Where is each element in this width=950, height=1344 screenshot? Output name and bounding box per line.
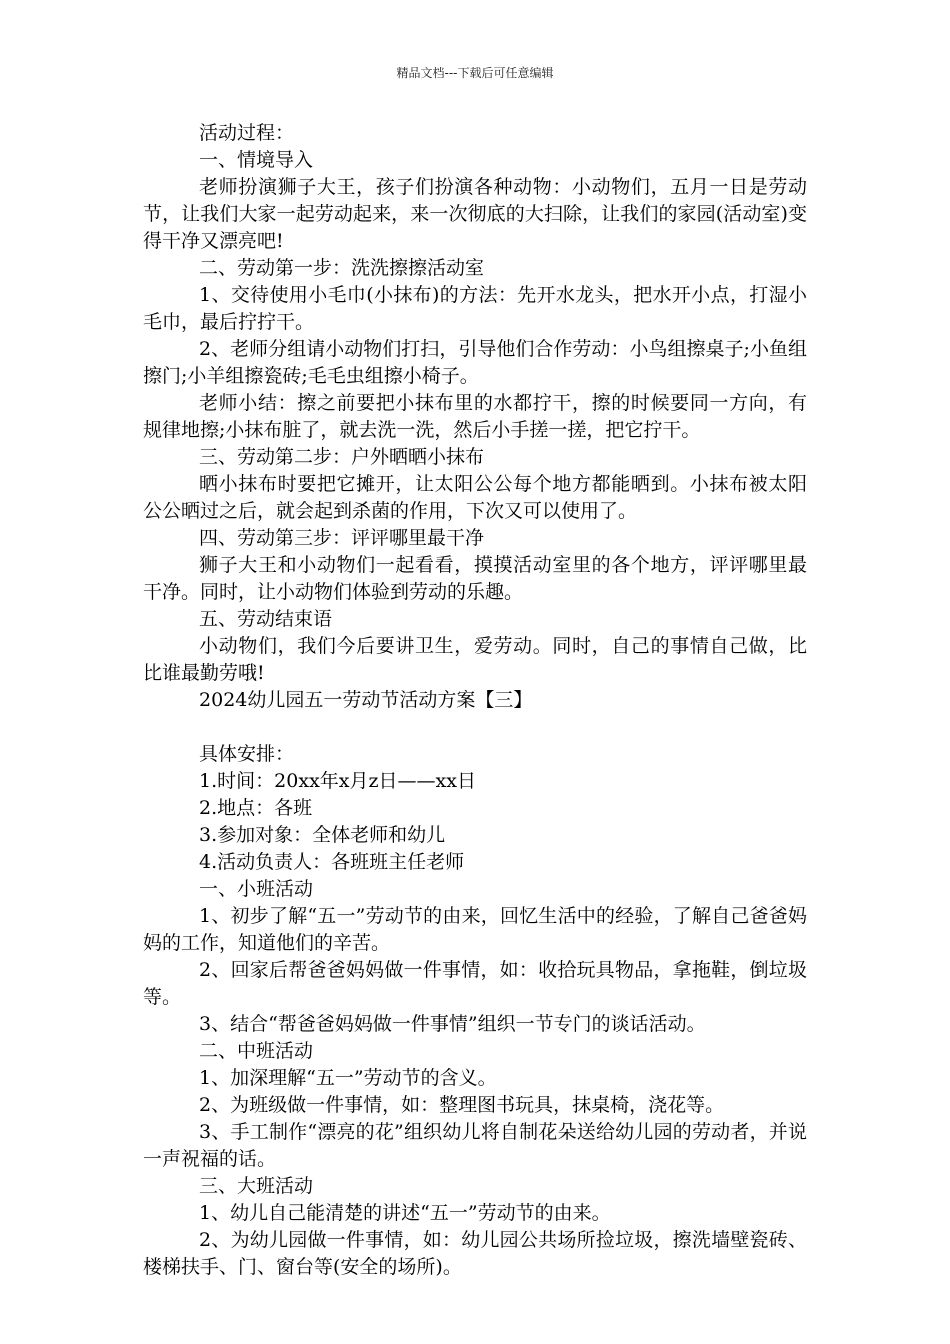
paragraph: 2、为幼儿园做一件事情，如：幼儿园公共场所捡垃圾，擦洗墙壁瓷砖、楼梯扶手、门、窗台等(安全的场所)。: [143, 1229, 807, 1278]
paragraph: 活动过程：: [199, 122, 295, 144]
paragraph: 4.活动负责人：各班班主任老师: [199, 851, 465, 873]
section-heading: 二、中班活动: [199, 1040, 314, 1062]
paragraph: 1、幼儿自己能清楚的讲述“五一”劳动节的由来。: [199, 1202, 611, 1224]
section-heading: 五、劳动结束语: [199, 608, 333, 630]
paragraph: 2、老师分组请小动物们打扫，引导他们合作劳动：小鸟组擦桌子;小鱼组擦门;小羊组擦瓷砖;毛毛虫组擦小椅子。: [143, 338, 807, 387]
blank-line: [143, 714, 807, 741]
paragraph: 3、手工制作“漂亮的花”组织幼儿将自制花朵送给幼儿园的劳动者，并说一声祝福的话。: [143, 1121, 807, 1170]
paragraph: 2.地点：各班: [199, 797, 313, 819]
document-subtitle: 2024幼儿园五一劳动节活动方案【三】: [199, 689, 533, 711]
paragraph: 狮子大王和小动物们一起看看，摸摸活动室里的各个地方，评评哪里最干净。同时，让小动物们体验到劳动的乐趣。: [143, 554, 807, 603]
section-heading: 四、劳动第三步：评评哪里最干净: [199, 527, 485, 549]
paragraph: 1.时间：20xx年x月z日——xx日: [199, 770, 476, 792]
paragraph: 1、交待使用小毛巾(小抹布)的方法：先开水龙头，把水开小点，打湿小毛巾，最后拧拧干。: [143, 284, 807, 333]
section-heading: 三、劳动第二步：户外晒晒小抹布: [199, 446, 485, 468]
paragraph: 小动物们，我们今后要讲卫生，爱劳动。同时，自己的事情自己做，比比谁最勤劳哦!: [143, 635, 807, 684]
paragraph: 1、初步了解“五一”劳动节的由来，回忆生活中的经验，了解自己爸爸妈妈的工作，知道他们的辛苦。: [143, 905, 807, 954]
paragraph: 3、结合“帮爸爸妈妈做一件事情”组织一节专门的谈话活动。: [199, 1013, 706, 1035]
section-heading: 二、劳动第一步：洗洗擦擦活动室: [199, 257, 485, 279]
paragraph: 老师小结：擦之前要把小抹布里的水都拧干，擦的时候要同一方向，有规律地擦;小抹布脏了，就去洗一洗，然后小手搓一搓，把它拧干。: [143, 392, 807, 441]
paragraph: 1、加深理解“五一”劳动节的含义。: [199, 1067, 497, 1089]
section-heading: 三、大班活动: [199, 1175, 314, 1197]
section-heading: 一、情境导入: [199, 149, 314, 171]
paragraph: 晒小抹布时要把它摊开，让太阳公公每个地方都能晒到。小抹布被太阳公公晒过之后，就会起到杀菌的作用，下次又可以使用了。: [143, 473, 807, 522]
document-body: [143, 120, 807, 1281]
paragraph: 3.参加对象：全体老师和幼儿: [199, 824, 446, 846]
paragraph: 2、为班级做一件事情，如：整理图书玩具，抹桌椅，浇花等。: [199, 1094, 725, 1116]
page-header: 精品文档---下载后可任意编辑: [396, 66, 554, 80]
section-heading: 一、小班活动: [199, 878, 314, 900]
paragraph: 老师扮演狮子大王，孩子们扮演各种动物：小动物们，五月一日是劳动节，让我们大家一起劳动起来，来一次彻底的大扫除，让我们的家园(活动室)变得干净又漂亮吧!: [143, 176, 807, 252]
paragraph: 2、回家后帮爸爸妈妈做一件事情，如：收拾玩具物品，拿拖鞋，倒垃圾等。: [143, 959, 807, 1008]
paragraph: 具体安排：: [199, 743, 295, 765]
